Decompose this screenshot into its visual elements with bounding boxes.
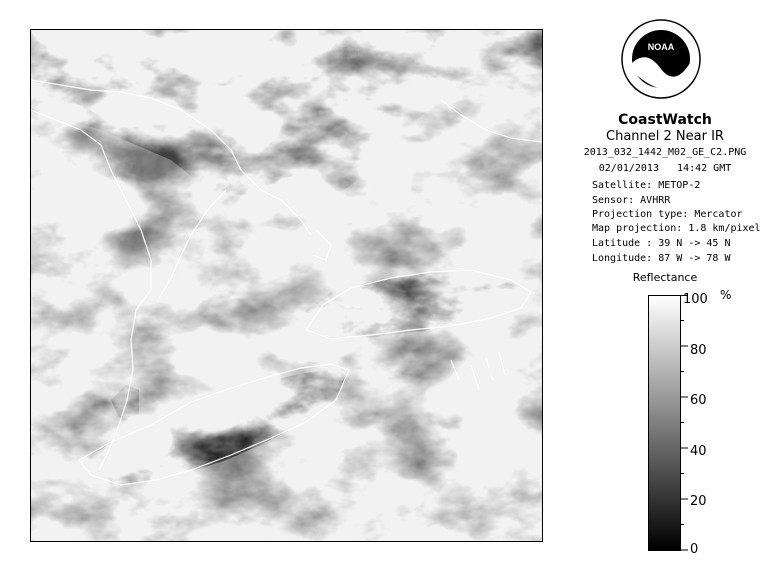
- channel-subtitle: Channel 2 Near IR: [606, 129, 724, 144]
- latitude-line: Latitude : 39 N -> 45 N: [592, 238, 731, 249]
- satellite-line: Satellite: METOP-2: [592, 180, 701, 191]
- product-title: CoastWatch: [618, 112, 712, 128]
- projection-type-line: Projection type: Mercator: [592, 209, 743, 220]
- scale-tick-label: 0: [690, 542, 699, 557]
- scale-tick-label: 100: [683, 292, 708, 307]
- satellite-map: [31, 30, 542, 541]
- reflectance-colorbar: [648, 295, 681, 551]
- image-filename: 2013_032_1442_M02_GE_C2.PNG: [583, 147, 747, 158]
- sensor-line: Sensor: AVHRR: [592, 195, 671, 206]
- scale-tick-label: 80: [690, 343, 707, 358]
- noaa-logo-text: NOAA: [647, 42, 675, 52]
- map-projection-line: Map projection: 1.8 km/pixel: [592, 223, 761, 234]
- scale-tick-marks: [680, 295, 692, 552]
- scale-tick-label: 40: [690, 444, 707, 459]
- scale-title: Reflectance: [632, 271, 698, 284]
- image-time: 14:42 GMT: [677, 163, 732, 174]
- scale-unit: %: [720, 288, 732, 302]
- noaa-logo: [621, 19, 701, 99]
- satellite-image: [30, 29, 543, 542]
- image-datetime: [560, 163, 770, 174]
- longitude-line: Longitude: 87 W -> 78 W: [592, 253, 731, 264]
- scale-tick-label: 60: [690, 393, 707, 408]
- cloud-layer: [31, 30, 542, 541]
- scale-tick-label: 20: [690, 494, 707, 509]
- image-date: 02/01/2013: [598, 163, 659, 174]
